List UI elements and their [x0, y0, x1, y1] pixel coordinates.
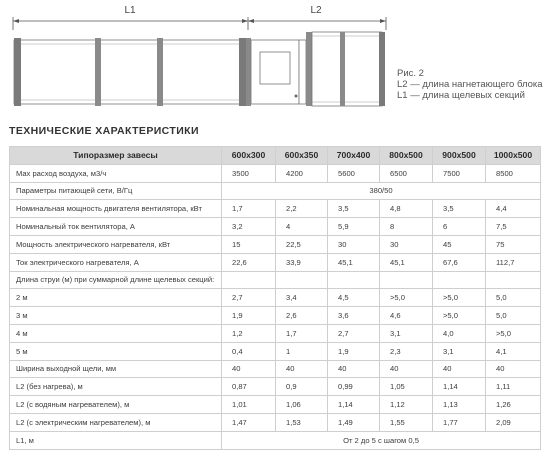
table-row: [10, 271, 541, 289]
value-cell: 6500: [380, 164, 433, 182]
value-cell: 6: [433, 218, 486, 236]
value-cell: 1,49: [328, 413, 380, 431]
value-cell: >5,0: [433, 289, 486, 307]
header-cell: 600x350: [276, 147, 328, 165]
value-cell: 8500: [486, 164, 541, 182]
value-cell: 45: [433, 235, 486, 253]
value-cell: >5,0: [380, 289, 433, 307]
value-cell: 3,1: [380, 324, 433, 342]
value-cell: 3,2: [222, 218, 276, 236]
value-cell: 4,1: [486, 342, 541, 360]
header-cell: 1000x500: [486, 147, 541, 165]
param-label: L1, м: [10, 431, 222, 449]
figure-caption-l2: L2 — длина нагнетающего блока: [397, 79, 543, 90]
param-label: L2 (с водяным нагревателем), м: [10, 396, 222, 414]
param-label: L2 (без нагрева), м: [10, 378, 222, 396]
param-label: Мощность электрического нагревателя, кВт: [10, 235, 222, 253]
param-label: 3 м: [10, 307, 222, 325]
empty-cell: [433, 271, 486, 289]
value-cell: 30: [380, 235, 433, 253]
value-cell: 1: [276, 342, 328, 360]
value-cell: 2,09: [486, 413, 541, 431]
value-cell: 1,77: [433, 413, 486, 431]
empty-cell: [486, 271, 541, 289]
value-cell: 4,8: [380, 200, 433, 218]
value-cell: 1,05: [380, 378, 433, 396]
value-cell: 4,6: [380, 307, 433, 325]
value-cell: 2,7: [222, 289, 276, 307]
table-row: [10, 218, 541, 236]
table-header-row: [10, 147, 541, 165]
table-row: [10, 164, 541, 182]
empty-cell: [328, 271, 380, 289]
table-row: [10, 289, 541, 307]
value-cell: 1,7: [276, 324, 328, 342]
param-label: Max расход воздуха, м3/ч: [10, 164, 222, 182]
table-row: [10, 307, 541, 325]
value-cell: 7500: [433, 164, 486, 182]
param-label: 4 м: [10, 324, 222, 342]
value-cell: 3,6: [328, 307, 380, 325]
header-cell: 600x300: [222, 147, 276, 165]
table-row: [10, 235, 541, 253]
value-cell: 40: [222, 360, 276, 378]
curtain-drawing: [0, 0, 550, 124]
value-cell: 75: [486, 235, 541, 253]
value-cell: 112,7: [486, 253, 541, 271]
value-cell: 0,9: [276, 378, 328, 396]
value-cell: 1,14: [433, 378, 486, 396]
value-cell: 1,9: [222, 307, 276, 325]
value-cell: 1,13: [433, 396, 486, 414]
table-row: [10, 360, 541, 378]
value-cell: 4,4: [486, 200, 541, 218]
value-cell: 1,06: [276, 396, 328, 414]
value-cell: 67,6: [433, 253, 486, 271]
value-cell: 22,5: [276, 235, 328, 253]
value-cell: 5,0: [486, 307, 541, 325]
value-cell: 0,99: [328, 378, 380, 396]
value-cell: 1,26: [486, 396, 541, 414]
value-cell: 5,9: [328, 218, 380, 236]
value-cell: 40: [380, 360, 433, 378]
value-cell: 3,1: [433, 342, 486, 360]
l2-label: L2: [310, 5, 322, 16]
param-label: Ширина выходной щели, мм: [10, 360, 222, 378]
value-cell: 40: [328, 360, 380, 378]
param-label: 2 м: [10, 289, 222, 307]
value-cell: 1,12: [380, 396, 433, 414]
table-row: [10, 342, 541, 360]
value-cell: 40: [433, 360, 486, 378]
param-label: Длина струи (м) при суммарной длине щелевых секций:: [10, 271, 222, 289]
value-cell: 4: [276, 218, 328, 236]
value-cell: 15: [222, 235, 276, 253]
figure-caption-l1: L1 — длина щелевых секций: [397, 90, 525, 101]
param-label: Ток электрического нагревателя, А: [10, 253, 222, 271]
value-cell: 40: [276, 360, 328, 378]
empty-cell: [222, 271, 276, 289]
value-cell: 3,4: [276, 289, 328, 307]
value-cell: >5,0: [433, 307, 486, 325]
value-cell: 0,4: [222, 342, 276, 360]
param-label: Параметры питающей сети, В/Гц: [10, 182, 222, 200]
header-cell: 900x500: [433, 147, 486, 165]
param-label: 5 м: [10, 342, 222, 360]
section-title: ТЕХНИЧЕСКИЕ ХАРАКТЕРИСТИКИ: [9, 125, 199, 137]
value-cell: 2,7: [328, 324, 380, 342]
table-row: [10, 182, 541, 200]
value-cell: 5,0: [486, 289, 541, 307]
value-cell: 8: [380, 218, 433, 236]
empty-cell: [276, 271, 328, 289]
l1-label: L1: [124, 5, 136, 16]
value-cell: 22,6: [222, 253, 276, 271]
value-cell: 7,5: [486, 218, 541, 236]
value-cell: 1,53: [276, 413, 328, 431]
value-cell: 45,1: [380, 253, 433, 271]
value-cell: 3,5: [328, 200, 380, 218]
table-row: [10, 413, 541, 431]
merged-value-cell: 380/50: [222, 182, 541, 200]
blower-block: [246, 32, 385, 106]
specs-table: [9, 146, 541, 450]
value-cell: 33,9: [276, 253, 328, 271]
value-cell: 1,9: [328, 342, 380, 360]
value-cell: 5600: [328, 164, 380, 182]
table-row: [10, 431, 541, 449]
value-cell: 40: [486, 360, 541, 378]
header-cell: 700x400: [328, 147, 380, 165]
table-row: [10, 324, 541, 342]
slot-sections: [14, 38, 246, 106]
table-row: [10, 253, 541, 271]
param-label: L2 (с электрическим нагревателем), м: [10, 413, 222, 431]
table-row: [10, 378, 541, 396]
value-cell: 4,5: [328, 289, 380, 307]
value-cell: 4200: [276, 164, 328, 182]
table-row: [10, 200, 541, 218]
header-cell: Типоразмер завесы: [10, 147, 222, 165]
value-cell: 1,2: [222, 324, 276, 342]
value-cell: >5,0: [486, 324, 541, 342]
value-cell: 1,11: [486, 378, 541, 396]
value-cell: 3500: [222, 164, 276, 182]
value-cell: 2,2: [276, 200, 328, 218]
value-cell: 0,87: [222, 378, 276, 396]
value-cell: 1,7: [222, 200, 276, 218]
value-cell: 2,3: [380, 342, 433, 360]
value-cell: 1,01: [222, 396, 276, 414]
value-cell: 4,0: [433, 324, 486, 342]
merged-value-cell: От 2 до 5 с шагом 0,5: [222, 431, 541, 449]
value-cell: 2,6: [276, 307, 328, 325]
header-cell: 800x500: [380, 147, 433, 165]
value-cell: 1,47: [222, 413, 276, 431]
value-cell: 1,55: [380, 413, 433, 431]
value-cell: 30: [328, 235, 380, 253]
value-cell: 45,1: [328, 253, 380, 271]
empty-cell: [380, 271, 433, 289]
value-cell: 1,14: [328, 396, 380, 414]
param-label: Номинальная мощность двигателя вентилятора, кВт: [10, 200, 222, 218]
value-cell: 3,5: [433, 200, 486, 218]
figure-caption-title: Рис. 2: [397, 68, 424, 79]
param-label: Номинальный ток вентилятора, А: [10, 218, 222, 236]
table-row: [10, 396, 541, 414]
